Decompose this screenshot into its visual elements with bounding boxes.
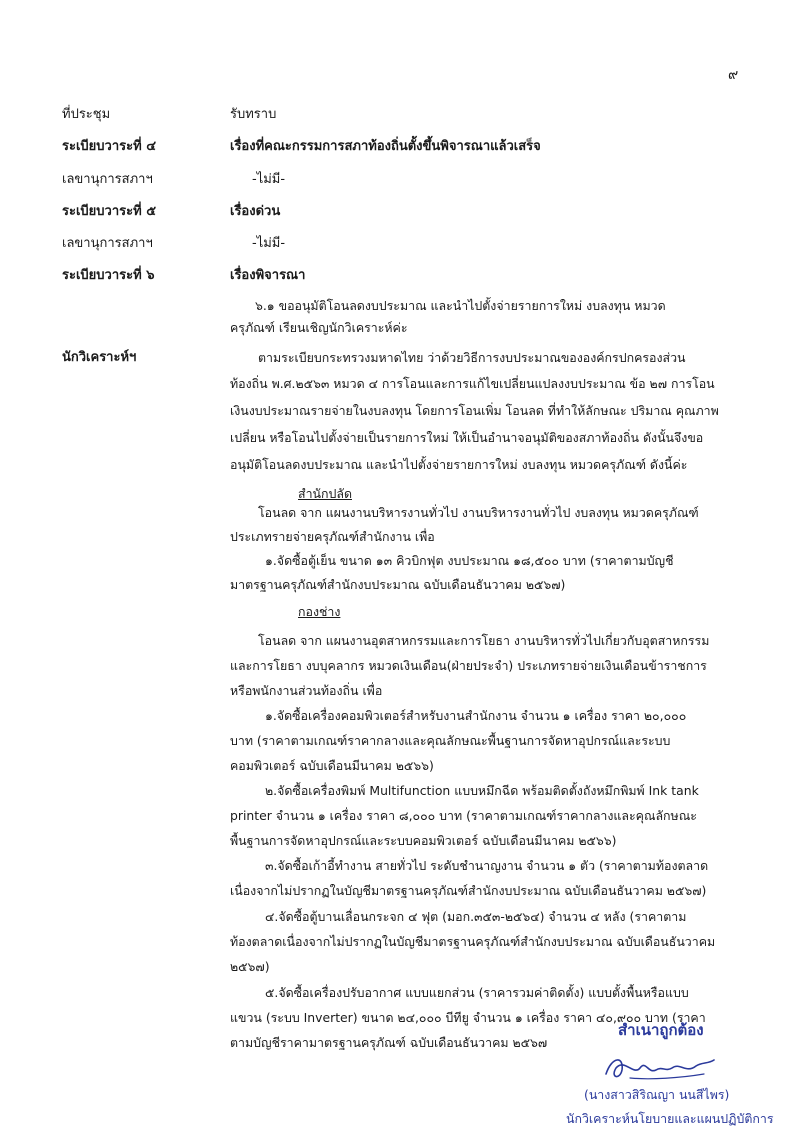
signer-position: นักวิเคราะห์นโยบายและแผนปฏิบัติการ <box>566 1111 774 1126</box>
agenda-label: ระเบียบวาระที่ ๔ <box>62 139 157 154</box>
agenda-label: ระเบียบวาระที่ ๕ <box>62 204 157 219</box>
section1-item-line: มาตรฐานครุภัณฑ์สำนักงบประมาณ ฉบับเดือนธันวาคม ๒๕๖๗) <box>230 577 566 592</box>
analyst-label: นักวิเคราะห์ฯ <box>62 350 137 365</box>
analyst-paragraph-line: เปลี่ยน หรือโอนไปตั้งจ่ายเป็นรายการใหม่ ให้เป็นอำนาจอนุมัติของสภาท้องถิ่น ดังนั้นจึงขอ <box>230 430 704 445</box>
agenda-value: -ไม่มี- <box>252 236 286 251</box>
signature-scribble <box>600 1050 720 1086</box>
agenda-label: ระเบียบวาระที่ ๖ <box>62 268 155 283</box>
agenda-label: เลขานุการสภาฯ <box>62 172 153 187</box>
page-number: ๙ <box>728 67 739 83</box>
item-6-1-line: ครุภัณฑ์ เรียนเชิญนักวิเคราะห์ค่ะ <box>230 320 408 335</box>
agenda-label: ที่ประชุม <box>62 107 111 122</box>
item-6-1-line: ๖.๑ ขออนุมัติโอนลดงบประมาณ และนำไปตั้งจ่ายรายการใหม่ งบลงทุน หมวด <box>255 298 666 313</box>
section1-transfer-line: โอนลด จาก แผนงานบริหารงานทั่วไป งานบริหารงานทั่วไป งบลงทุน หมวดครุภัณฑ์ <box>258 505 699 520</box>
analyst-paragraph-line: เงินงบประมาณรายจ่ายในงบลงทุน โดยการโอนเพิ่ม โอนลด ที่ทำให้ลักษณะ ปริมาณ คุณภาพ <box>230 403 719 418</box>
section1-transfer-line: ประเภทรายจ่ายครุภัณฑ์สำนักงาน เพื่อ <box>230 529 435 544</box>
section2-item-line: ๕.จัดซื้อเครื่องปรับอากาศ แบบแยกส่วน (ราคารวมค่าติดตั้ง) แบบตั้งพื้นหรือแบบ <box>265 985 689 1000</box>
section1-item-line: ๑.จัดซื้อตู้เย็น ขนาด ๑๓ คิวบิกฟุต งบประมาณ ๑๘,๕๐๐ บาท (ราคาตามบัญชี <box>265 553 674 568</box>
section2-item-line: ๒๕๖๗) <box>230 959 270 974</box>
agenda-value: รับทราบ <box>230 107 277 122</box>
section2-transfer-line: และการโยธา งบบุคลากร หมวดเงินเดือน(ฝ่ายประจำ) ประเภทรายจ่ายเงินเดือนข้าราชการ <box>230 658 707 673</box>
section2-item-line: พื้นฐานการจัดหาอุปกรณ์และระบบคอมพิวเตอร์ ฉบับเดือนมีนาคม ๒๕๖๖) <box>230 833 617 848</box>
section2-transfer-line: โอนลด จาก แผนงานอุตสาหกรรมและการโยธา งานบริหารทั่วไปเกี่ยวกับอุตสาหกรรม <box>258 633 710 648</box>
agenda-value: -ไม่มี- <box>252 172 286 187</box>
certified-copy-stamp: สำเนาถูกต้อง <box>618 1021 704 1039</box>
analyst-paragraph-line: อนุมัติโอนลดงบประมาณ และนำไปตั้งจ่ายรายการใหม่ งบลงทุน หมวดครุภัณฑ์ ดังนี้ค่ะ <box>230 457 688 472</box>
agenda-value: เรื่องพิจารณา <box>230 268 306 283</box>
section2-item-line: printer จำนวน ๑ เครื่อง ราคา ๘,๐๐๐ บาท (ราคาตามเกณฑ์ราคากลางและคุณลักษณะ <box>230 808 697 823</box>
analyst-paragraph-line: ตามระเบียบกระทรวงมหาดไทย ว่าด้วยวิธีการงบประมาณขององค์กรปกครองส่วน <box>258 350 686 365</box>
signer-name: (นางสาวสิริณญา นนสีไพร) <box>584 1087 730 1102</box>
section2-item-line: บาท (ราคาตามเกณฑ์ราคากลางและคุณลักษณะพื้นฐานการจัดหาอุปกรณ์และระบบ <box>230 733 671 748</box>
section-title-office: สำนักปลัด <box>298 486 352 501</box>
section2-item-line: คอมพิวเตอร์ ฉบับเดือนมีนาคม ๒๕๖๖) <box>230 758 434 773</box>
agenda-value: เรื่องด่วน <box>230 204 281 219</box>
section2-item-line: ๔.จัดซื้อตู้บานเลื่อนกระจก ๔ ฟุต (มอก.๓๕๓-๒๕๖๔) จำนวน ๔ หลัง (ราคาตาม <box>265 909 687 924</box>
section2-item-line: ตามบัญชีราคามาตรฐานครุภัณฑ์ ฉบับเดือนธันวาคม ๒๕๖๗ <box>230 1035 548 1050</box>
section2-item-line: เนื่องจากไม่ปรากฏในบัญชีมาตรฐานครุภัณฑ์สำนักงบประมาณ ฉบับเดือนธันวาคม ๒๕๖๗) <box>230 883 707 898</box>
section2-transfer-line: หรือพนักงานส่วนท้องถิ่น เพื่อ <box>230 683 383 698</box>
agenda-value: เรื่องที่คณะกรรมการสภาท้องถิ่นตั้งขึ้นพิจารณาแล้วเสร็จ <box>230 139 541 154</box>
section-title-engineering: กองช่าง <box>298 604 341 619</box>
section2-item-line: ๑.จัดซื้อเครื่องคอมพิวเตอร์สำหรับงานสำนักงาน จำนวน ๑ เครื่อง ราคา ๒๐,๐๐๐ <box>265 708 687 723</box>
section2-item-line: แขวน (ระบบ Inverter) ขนาด ๒๔,๐๐๐ บีทียู จำนวน ๑ เครื่อง ราคา ๔๐,๙๐๐ บาท (ราคา <box>230 1010 706 1025</box>
signature <box>600 1050 720 1090</box>
section2-item-line: ๒.จัดซื้อเครื่องพิมพ์ Multifunction แบบหมึกฉีด พร้อมติดตั้งถังหมึกพิมพ์ Ink tank <box>265 783 699 798</box>
agenda-label: เลขานุการสภาฯ <box>62 236 153 251</box>
analyst-paragraph-line: ท้องถิ่น พ.ศ.๒๕๖๓ หมวด ๔ การโอนและการแก้ไขเปลี่ยนแปลงงบประมาณ ข้อ ๒๗ การโอน <box>230 376 715 391</box>
section2-item-line: ๓.จัดซื้อเก้าอี้ทำงาน สายทั่วไป ระดับชำนาญงาน จำนวน ๑ ตัว (ราคาตามท้องตลาด <box>265 858 709 873</box>
section2-item-line: ท้องตลาดเนื่องจากไม่ปรากฏในบัญชีมาตรฐานครุภัณฑ์สำนักงบประมาณ ฉบับเดือนธันวาคม <box>230 934 716 949</box>
